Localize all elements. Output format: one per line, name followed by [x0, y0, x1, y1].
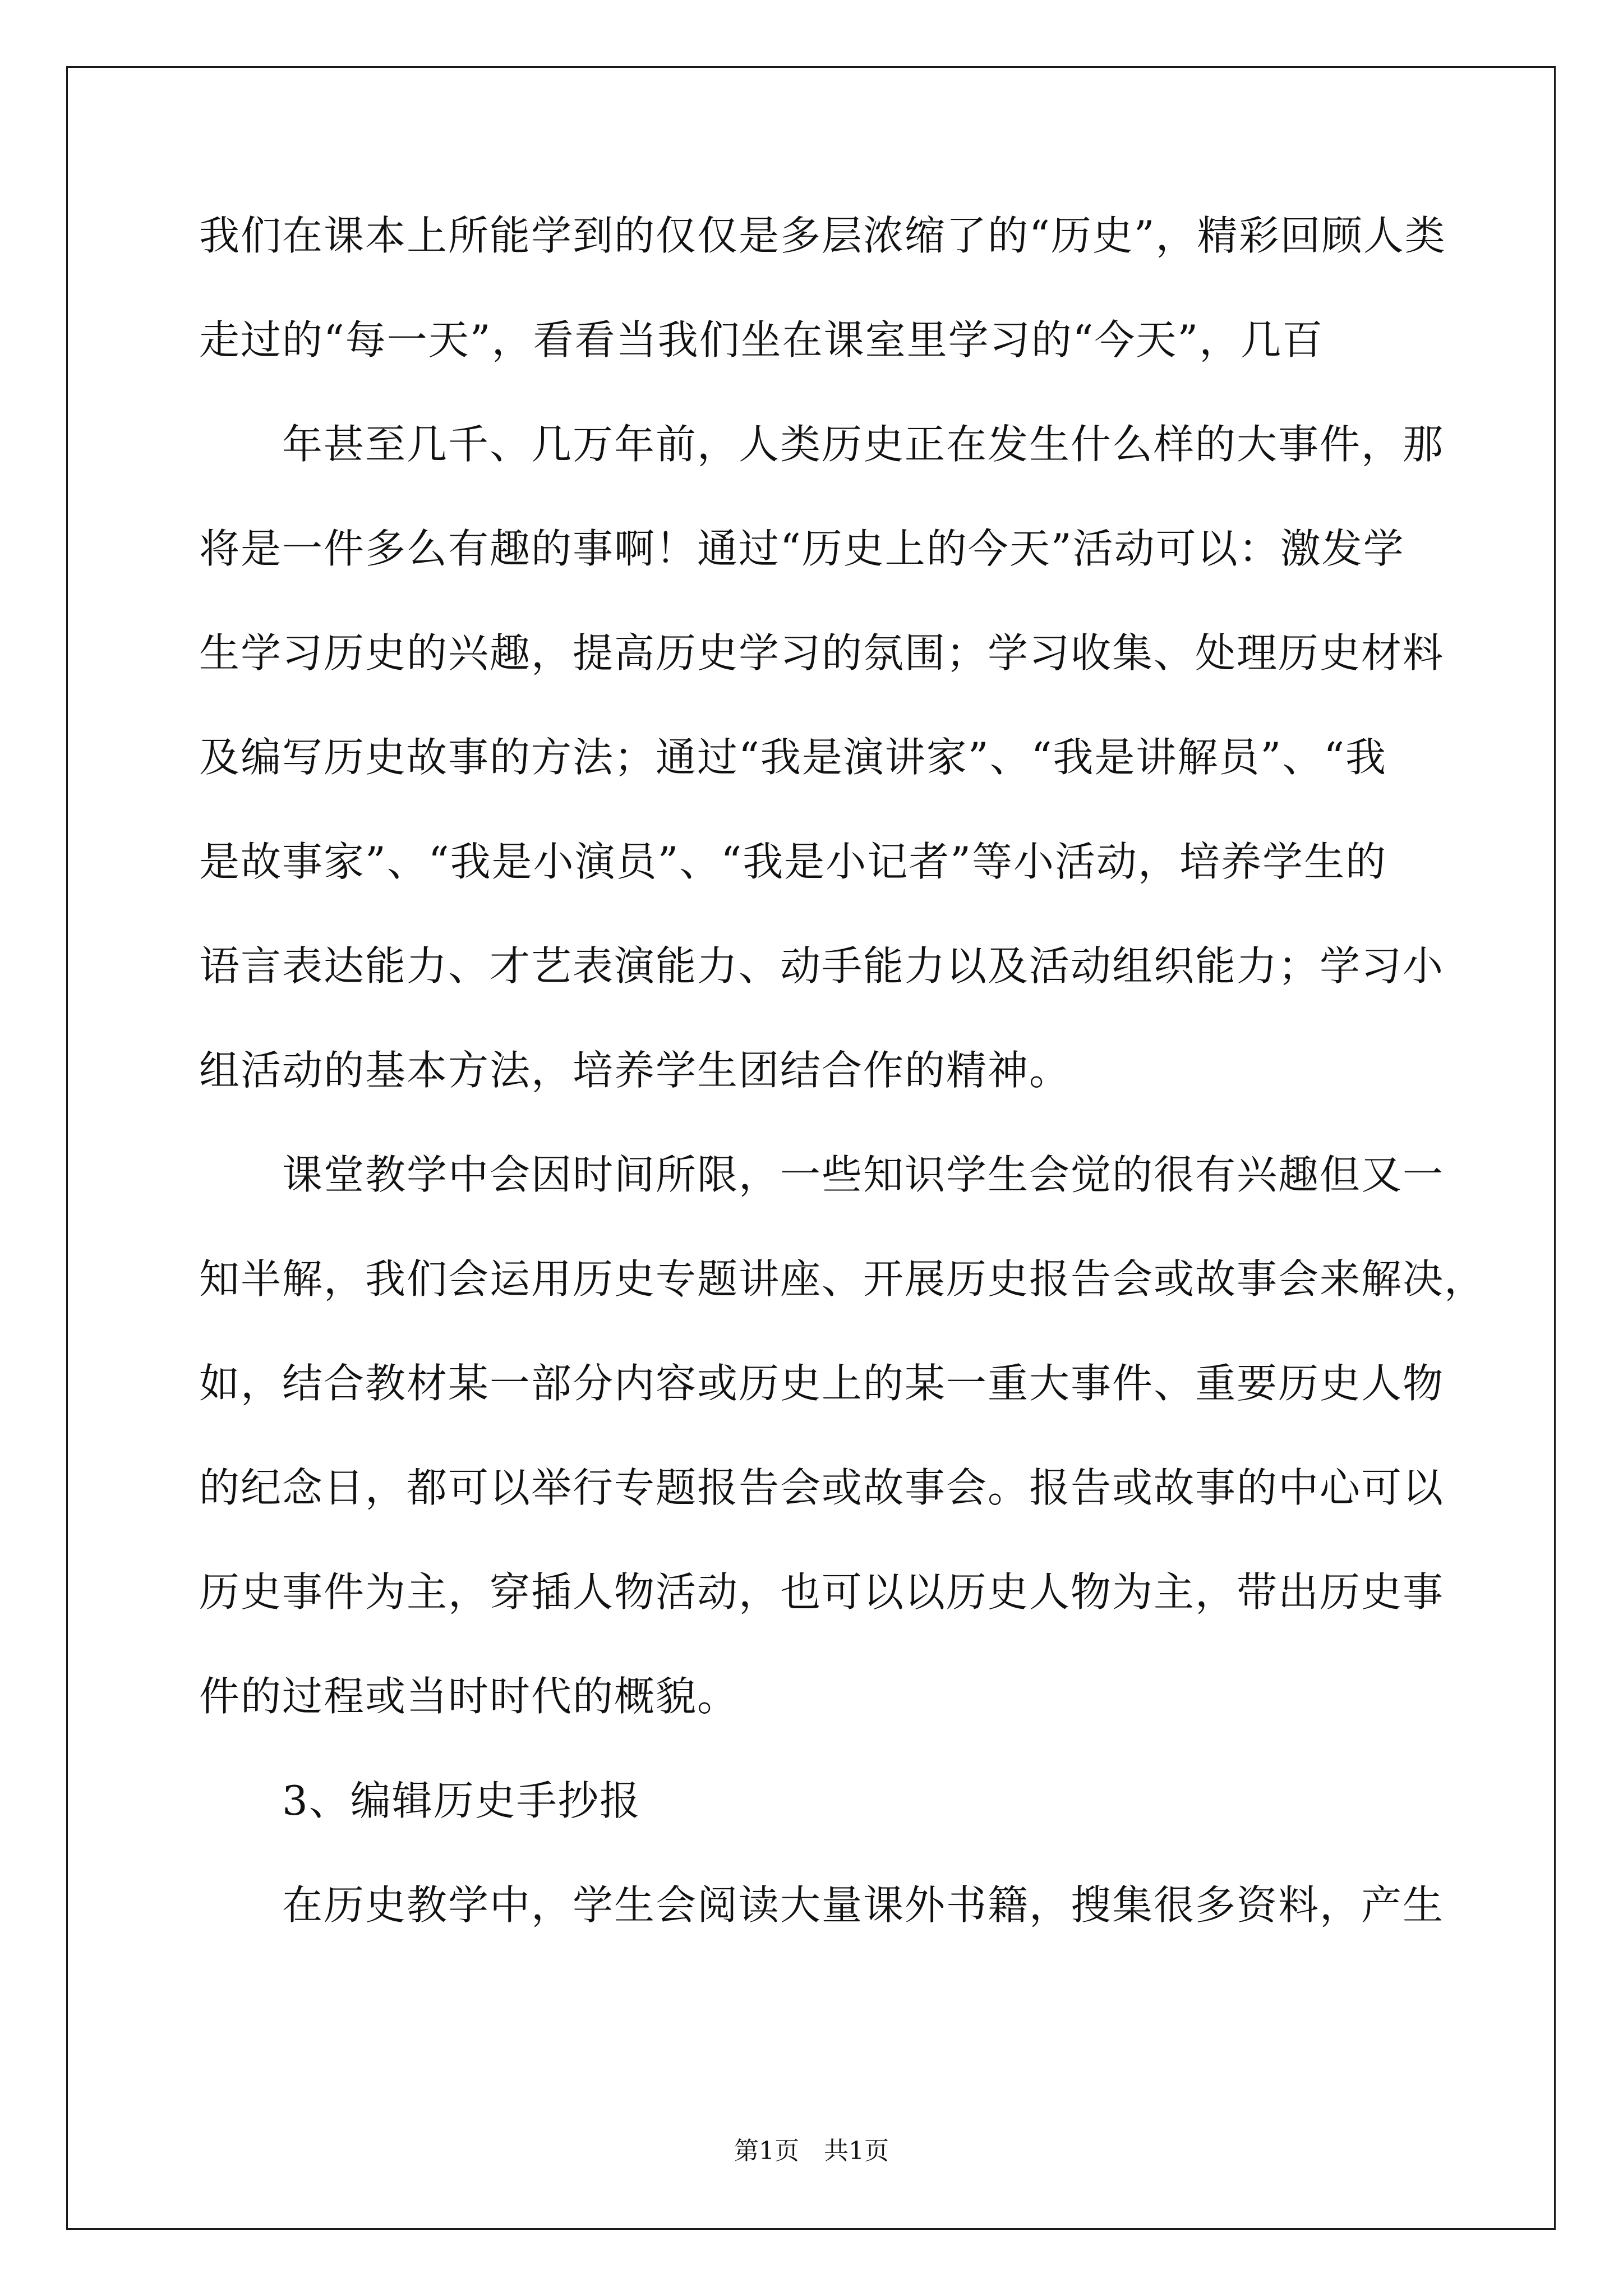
text-line: 如，结合教材某一部分内容或历史上的某一重大事件、重要历史人物 [199, 1360, 1445, 1407]
text-line: 我们在课本上所能学到的仅仅是多层浓缩了的“历史”，精彩回顾人类 [199, 212, 1446, 259]
text-line: 历史事件为主，穿插人物活动，也可以以历史人物为主，带出历史事 [199, 1568, 1445, 1616]
text-line: 走过的“每一天”，看看当我们坐在课室里学习的“今天”，几百 [199, 316, 1324, 364]
text-line: 年甚至几千、几万年前，人类历史正在发生什么样的大事件，那 [282, 421, 1445, 468]
text-line: 的纪念日，都可以举行专题报告会或故事会。报告或故事的中心可以 [199, 1464, 1445, 1511]
text-line: 知半解，我们会运用历史专题讲座、开展历史报告会或故事会来解决， [199, 1255, 1486, 1303]
text-line: 在历史教学中，学生会阅读大量课外书籍，搜集很多资料，产生 [282, 1881, 1445, 1929]
text-line: 语言表达能力、才艺表演能力、动手能力以及活动组织能力；学习小 [199, 942, 1445, 990]
text-line: 及编写历史故事的方法；通过“我是演讲家”、“我是讲解员”、“我 [199, 734, 1387, 781]
text-line: 件的过程或当时时代的概貌。 [199, 1673, 739, 1720]
text-line: 3、编辑历史手抄报 [282, 1777, 641, 1824]
text-line: 课堂教学中会因时间所限，一些知识学生会觉的很有兴趣但又一 [282, 1151, 1445, 1198]
text-line: 组活动的基本方法，培养学生团结合作的精神。 [199, 1047, 1071, 1094]
text-line: 生学习历史的兴趣，提高历史学习的氛围；学习收集、处理历史材料 [199, 629, 1445, 677]
page-footer: 第1页 共1页 [734, 2137, 889, 2165]
text-line: 将是一件多么有趣的事啊！通过“历史上的今天”活动可以：激发学 [199, 525, 1405, 572]
text-line: 是故事家”、“我是小演员”、“我是小记者”等小活动，培养学生的 [199, 838, 1387, 885]
